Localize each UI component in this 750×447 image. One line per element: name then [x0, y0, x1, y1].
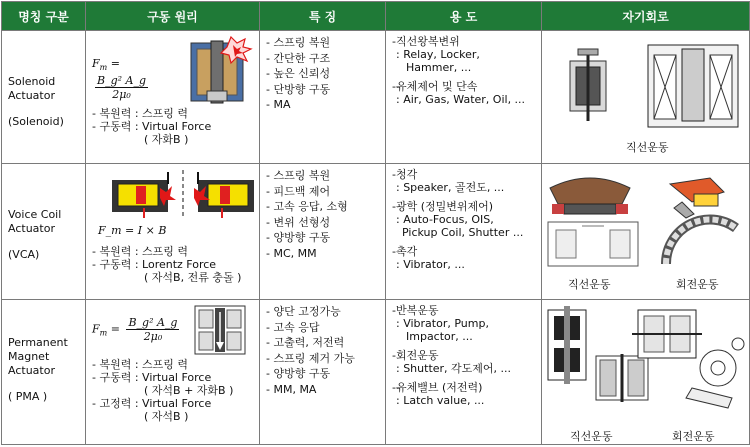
use-category: -직선왕복변위	[392, 35, 460, 48]
solenoid-diagram	[187, 35, 255, 105]
header-features: 특 징	[260, 2, 386, 31]
uses-cell	[386, 164, 542, 300]
feature-item: - 양방향 구동	[266, 367, 331, 380]
feature-item: - 고속 응답, 소형	[266, 200, 348, 213]
driving-force: - 구동력 : Virtual Force	[92, 371, 212, 384]
use-category: -반복운동	[392, 304, 439, 317]
uses-cell	[386, 31, 542, 164]
use-detail: : Shutter, 각도제어, ...	[396, 362, 512, 375]
name-line: Magnet	[8, 350, 50, 363]
name-cell	[2, 31, 86, 164]
magnetic-circuit-cell	[542, 300, 750, 445]
feature-item: - 단방향 구동	[266, 82, 331, 96]
feature-item: - 높은 신뢰성	[266, 67, 331, 80]
driving-force-note: ( 자석B, 전류 충돌 )	[144, 271, 242, 284]
name-line: Actuator	[8, 364, 55, 377]
restoring-force: - 복원력 : 스프링 력	[92, 107, 189, 120]
feature-item: - 고속 응답	[266, 320, 320, 334]
use-detail: : Relay, Locker,	[396, 48, 480, 61]
feature-item: - MC, MM	[266, 246, 317, 260]
use-detail: : Latch value, ...	[396, 394, 485, 407]
feature-item: - MM, MA	[266, 382, 317, 396]
table-row-pma	[2, 300, 750, 445]
feature-item: - 고출력, 저전력	[266, 336, 345, 349]
force-formula: F_m = I × B	[98, 224, 167, 237]
header-principle: 구동 원리	[86, 2, 260, 31]
use-detail: : Speaker, 골전도, ...	[396, 181, 505, 194]
features-cell	[260, 300, 386, 445]
holding-force-note: ( 자석B )	[144, 410, 189, 423]
feature-item: - 스프링 복원	[266, 169, 331, 182]
linear-motion-label: 직선운동	[568, 278, 611, 291]
feature-item: - 피드백 제어	[266, 184, 331, 198]
header-name: 명칭 구분	[2, 2, 86, 31]
features-cell	[260, 31, 386, 164]
header-row	[2, 2, 750, 31]
linear-motion-label: 직선운동	[626, 141, 669, 154]
voice-coil-diagram	[108, 170, 258, 218]
abbreviation: (VCA)	[8, 248, 40, 261]
feature-item: - 간단한 구조	[266, 51, 331, 65]
feature-item: - 변위 선형성	[266, 215, 331, 229]
header-magnetic-circuit: 자기회로	[542, 2, 750, 31]
driving-force-note: ( 자석B + 자화B )	[144, 384, 234, 397]
use-category: -유체밸브 (저전력)	[392, 381, 483, 394]
principle-cell	[86, 300, 260, 445]
use-detail: Hammer, ...	[406, 61, 472, 74]
name-line: Voice Coil	[8, 208, 62, 221]
use-category: -청각	[392, 168, 418, 181]
principle-cell	[86, 164, 260, 300]
feature-item: - 스프링 복원	[266, 36, 331, 49]
driving-force: - 구동력 : Lorentz Force	[92, 258, 217, 271]
actuator-comparison-table	[1, 1, 750, 445]
table-row-solenoid	[2, 31, 750, 164]
holding-force: - 고정력 : Virtual Force	[92, 397, 212, 410]
features-cell	[260, 164, 386, 300]
linear-motion-label: 직선운동	[570, 430, 613, 443]
magnetic-circuit-cell	[542, 164, 750, 300]
name-line: Actuator	[8, 222, 55, 235]
use-detail: Pickup Coil, Shutter ...	[402, 226, 524, 239]
uses-cell	[386, 300, 542, 445]
use-category: -유체제어 및 단속	[392, 80, 478, 93]
name-cell	[2, 300, 86, 445]
pma-circuit-illustration	[542, 304, 748, 414]
magnetic-circuit-cell	[542, 31, 750, 164]
use-category: -촉각	[392, 245, 418, 258]
name-line: Actuator	[8, 89, 55, 102]
restoring-force: - 복원력 : 스프링 력	[92, 245, 189, 258]
use-detail: Impactor, ...	[406, 330, 473, 343]
name-line: Permanent	[8, 336, 68, 349]
header-uses: 용 도	[386, 2, 542, 31]
use-category: -회전운동	[392, 349, 439, 362]
driving-force: - 구동력 : Virtual Force	[92, 120, 212, 133]
feature-item: - 양방향 구동	[266, 231, 331, 244]
pma-diagram	[193, 304, 247, 356]
feature-item: - 스프링 제거 가능	[266, 351, 355, 365]
abbreviation: (Solenoid)	[8, 115, 64, 128]
vca-circuit-illustration	[542, 168, 748, 276]
principle-cell	[86, 31, 260, 164]
use-category: -광학 (정밀변위제어)	[392, 200, 494, 213]
table-row-vca	[2, 164, 750, 300]
driving-force-note: ( 자화B )	[144, 133, 189, 146]
feature-item: - MA	[266, 98, 291, 111]
force-formula: $F_m$ = $\frac{\text{B\_g² A\_g}}{\text{2μ₀}}$	[92, 57, 147, 102]
use-detail: : Vibrator, ...	[396, 258, 465, 271]
feature-item: - 양단 고정가능	[266, 305, 341, 318]
use-detail: : Air, Gas, Water, Oil, ...	[396, 93, 526, 106]
rotary-motion-label: 회전운동	[676, 278, 719, 291]
solenoid-circuit-illustration	[542, 35, 748, 135]
name-cell	[2, 164, 86, 300]
force-formula: $F_m$ = $\frac{\text{B\_g² A\_g}}{\text{2μ₀}}$	[92, 316, 178, 343]
restoring-force: - 복원력 : 스프링 력	[92, 358, 189, 371]
use-detail: : Auto-Focus, OIS,	[396, 213, 494, 226]
abbreviation: ( PMA )	[8, 390, 48, 403]
rotary-motion-label: 회전운동	[672, 430, 715, 443]
name-line: Solenoid	[8, 75, 56, 88]
use-detail: : Vibrator, Pump,	[396, 317, 489, 330]
